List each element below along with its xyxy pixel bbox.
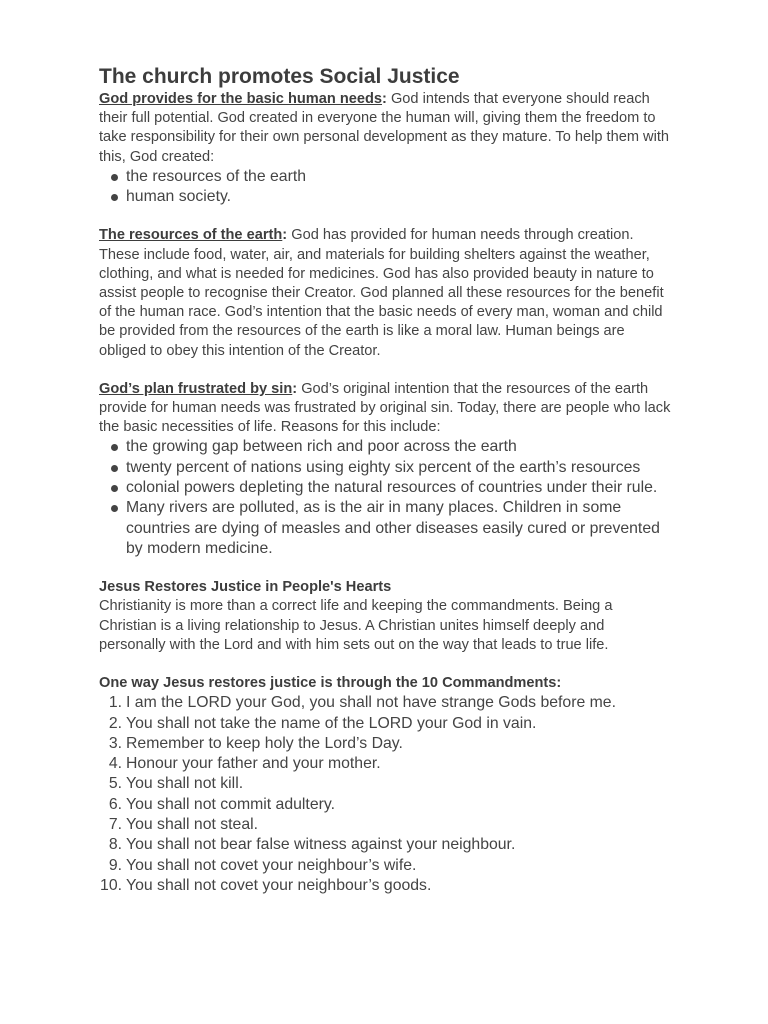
list-item: colonial powers depleting the natural resources of countries under their rule. — [99, 478, 674, 498]
section-basic-needs-paragraph: God provides for the basic human needs: God intends that everyone should reach their full potential. God created in everyone the human will, giving them the freedom to take responsibility for their own personal development as they mature. To help them with this, God created: — [99, 91, 669, 165]
list-item: twenty percent of nations using eighty six percent of the earth’s resources — [99, 458, 674, 478]
commandments-list — [99, 693, 674, 896]
bullet-icon — [111, 444, 118, 451]
section-resources-heading: The resources of the earth — [99, 227, 283, 244]
bullet-icon — [111, 194, 118, 201]
bullet-icon — [111, 174, 118, 181]
list-item: 9. You shall not covet your neighbour’s wife. — [108, 856, 417, 874]
section-sin-text: God’s original intention that the resources of the earth provide for human needs was frustrated by original sin. Today, there are people who lack the basic necessities of life. Reasons for this include: — [99, 380, 671, 436]
list-item: Many rivers are polluted, as is the air in many places. Children in some countries are dying of measles and other diseases easily cured or prevented by modern medicine. — [99, 498, 674, 559]
section-sin-heading: God’s plan frustrated by sin — [99, 380, 293, 397]
list-item: 6. You shall not commit adultery. — [108, 795, 335, 813]
list-item: human society. — [99, 187, 674, 207]
section-jesus-text: Christianity is more than a correct life and keeping the commandments. Being a Christian is a living relationship to Jesus. A Christian unites himself deeply and personally with the Lord and with him sets out on the way that leads to true life. — [99, 598, 613, 653]
list-item: the resources of the earth — [99, 167, 674, 187]
list-item: 2. You shall not take the name of the LORD your God in vain. — [108, 714, 537, 732]
list-item: 10. You shall not covet your neighbour’s goods. — [100, 876, 432, 894]
section-resources-text: God has provided for human needs through creation. These include food, water, air, and materials for building shelters against the weather, clothing, and what is needed for medicines. God has also provided beauty in nature to assist people to recognise their Creator. God planned all these resources for the benefit of the human race. God’s intention that the basic needs of every man, woman and child be provided from the resources of the earth is like a moral law. Human beings are obliged to obey this intention of the Creator. — [99, 227, 664, 359]
document-page — [99, 64, 674, 896]
bullet-icon — [111, 505, 118, 512]
section-jesus-heading: Jesus Restores Justice in People's Hearts — [99, 579, 392, 596]
section-commandments-heading: One way Jesus restores justice is through the 10 Commandments: — [99, 675, 562, 692]
list-item: the growing gap between rich and poor across the earth — [99, 437, 674, 457]
list-item: 8. You shall not bear false witness against your neighbour. — [108, 836, 516, 854]
list-item: 3. Remember to keep holy the Lord’s Day. — [108, 734, 403, 752]
page-title: The church promotes Social Justice — [99, 65, 460, 88]
bullet-icon — [111, 465, 118, 472]
list-item: 5. You shall not kill. — [108, 775, 244, 793]
bullet-icon — [111, 485, 118, 492]
section-sin-paragraph: God’s plan frustrated by sin: God’s original intention that the resources of the earth provide for human needs was frustrated by original sin. Today, there are people who lack the basic necessities of life. Reasons for this include: — [99, 380, 671, 436]
list-item: 7. You shall not steal. — [108, 816, 259, 834]
section-resources-paragraph: The resources of the earth: God has provided for human needs through creation. These include food, water, air, and materials for building shelters against the weather, clothing, and what is needed for medicines. God has also provided beauty in nature to assist people to recognise their Creator. God planned all these resources for the benefit of the human race. God’s intention that the basic needs of every man, woman and child be provided from the resources of the earth is like a moral law. Human beings are obliged to obey this intention of the Creator. — [99, 227, 664, 359]
reasons-list — [99, 437, 674, 559]
section-basic-needs-text: God intends that everyone should reach their full potential. God created in everyone the human will, giving them the freedom to take responsibility for their own personal development as they mature. To help them with this, God created: — [99, 91, 669, 165]
list-item: 4. Honour your father and your mother. — [108, 755, 381, 773]
list-item: 1. I am the LORD your God, you shall not have strange Gods before me. — [108, 694, 616, 712]
section-basic-needs-heading: God provides for the basic human needs — [99, 91, 383, 107]
basic-needs-list — [99, 167, 674, 208]
